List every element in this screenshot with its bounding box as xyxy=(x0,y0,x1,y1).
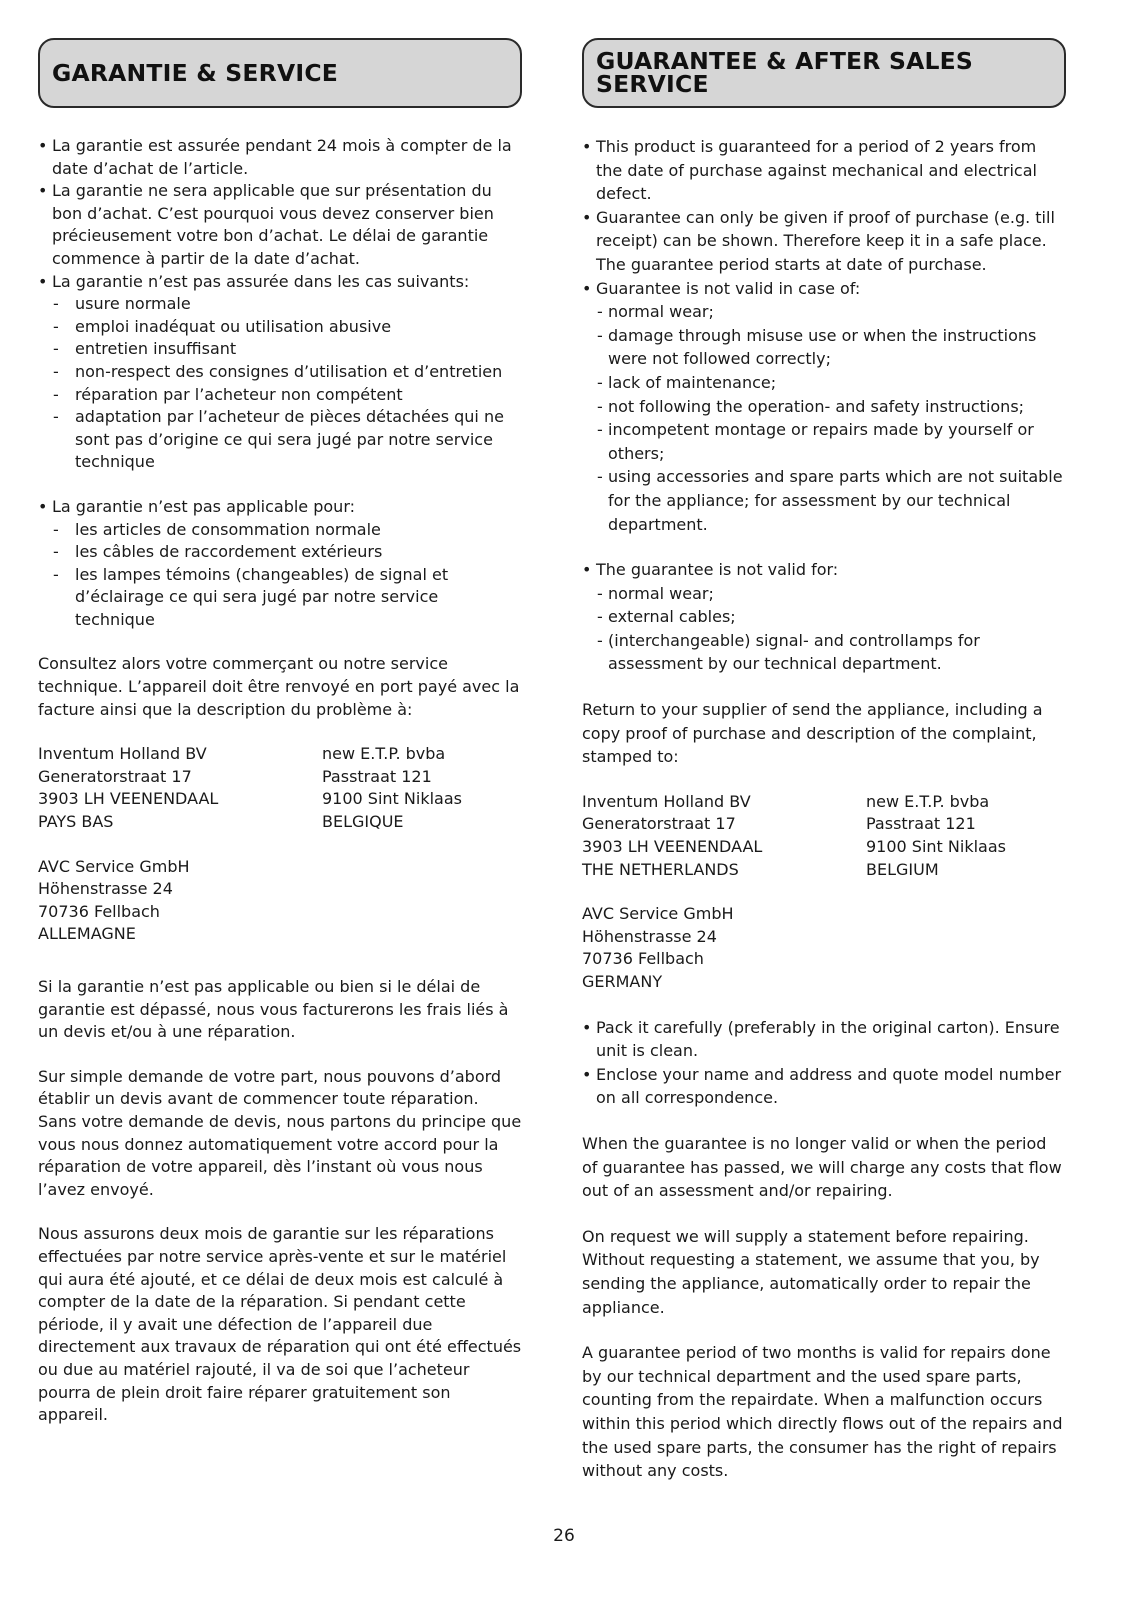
french-not-applicable-list xyxy=(38,496,522,632)
english-not-valid-list xyxy=(582,558,1066,676)
english-paragraph-statement: On request we will supply a statement before repairing. Without requesting a statement, we assume that you, by sending the appliance, automatically order to repair the appliance. xyxy=(582,1226,1040,1317)
english-return-paragraph: Return to your supplier of send the appliance, including a copy proof of purchase and description of the complaint, stamped to: xyxy=(582,700,1043,767)
address-germany: AVC Service GmbH Höhenstrasse 24 70736 Fellbach ALLEMAGNE xyxy=(38,856,190,944)
address-germany: AVC Service GmbH Höhenstrasse 24 70736 Fellbach GERMANY xyxy=(582,904,734,991)
list-item: - adaptation par l’acheteur de pièces détachées qui ne sont pas d’origine ce qui sera jugé par notre service technique xyxy=(53,407,504,472)
list-item: • This product is guaranteed for a period of 2 years from the date of purchase against mechanical and electrical defect. xyxy=(582,137,1037,204)
english-packing-list xyxy=(582,1016,1066,1110)
french-address-block xyxy=(38,743,522,833)
list-item: - (interchangeable) signal- and controllamps for assessment by our technical department. xyxy=(597,630,980,674)
address-netherlands: Inventum Holland BV Generatorstraat 17 3903 LH VEENENDAAL PAYS BAS xyxy=(38,744,219,832)
french-consult-paragraph: Consultez alors votre commerçant ou notre service technique. L’appareil doit être renvoyé en port payé avec la facture ainsi que la description du problème à: xyxy=(38,654,520,719)
list-item: • La garantie n’est pas applicable pour: xyxy=(38,496,355,516)
list-item: • Enclose your name and address and quote model number on all correspondence. xyxy=(582,1064,1062,1108)
list-item: - non-respect des consignes d’utilisation et d’entretien xyxy=(53,361,503,381)
list-item: - les articles de consommation normale xyxy=(53,519,381,539)
french-column xyxy=(38,38,522,1449)
address-belgium: new E.T.P. bvba Passtraat 121 9100 Sint Niklaas BELGIUM xyxy=(866,791,1006,879)
list-item: - usure normale xyxy=(53,294,191,314)
french-section-title: GARANTIE & SERVICE xyxy=(52,58,339,87)
list-item: - external cables; xyxy=(597,607,736,627)
list-item: - not following the operation- and safety instructions; xyxy=(597,396,1025,416)
english-paragraph-repair-guarantee: A guarantee period of two months is valid for repairs done by our technical department and the used spare parts, counting from the repairdate. When a malfunction occurs within this period which directly flows out of the repairs and the used spare parts, the consumer has the right of repairs without any costs. xyxy=(582,1343,1063,1481)
page-number: 26 xyxy=(553,1526,575,1546)
list-item: • Guarantee is not valid in case of: xyxy=(582,278,861,298)
list-item: - damage through misuse use or when the instructions were not followed correctly; xyxy=(597,325,1037,369)
french-warranty-terms xyxy=(38,135,522,293)
list-item: - emploi inadéquat ou utilisation abusive xyxy=(53,316,392,336)
french-section-header xyxy=(38,38,522,108)
address-belgium: new E.T.P. bvba Passtraat 121 9100 Sint Niklaas BELGIQUE xyxy=(322,744,462,832)
english-exclusions-list xyxy=(582,300,1066,536)
french-paragraph-estimate: Sur simple demande de votre part, nous pouvons d’abord établir un devis avant de commencer toute réparation. Sans votre demande de devis, nous partons du principe que vous nous donnez automatiquement votre accord pour la réparation de votre appareil, dès l’instant où vous nous l’avez envoyé. xyxy=(38,1066,522,1199)
address-netherlands: Inventum Holland BV Generatorstraat 17 3903 LH VEENENDAAL THE NETHERLANDS xyxy=(582,791,763,879)
french-exclusions-list xyxy=(38,293,522,474)
list-item: • Guarantee can only be given if proof of purchase (e.g. till receipt) can be shown. Therefore keep it in a safe place. The guarantee period starts at date of purchase. xyxy=(582,207,1055,274)
list-item: - réparation par l’acheteur non compétent xyxy=(53,384,403,404)
list-item: - normal wear; xyxy=(597,302,714,322)
list-item: - entretien insuffisant xyxy=(53,339,237,359)
list-item: • The guarantee is not valid for: xyxy=(582,560,839,580)
list-item: - les lampes témoins (changeables) de signal et d’éclairage ce qui sera jugé par notre service technique xyxy=(53,564,449,629)
list-item: - les câbles de raccordement extérieurs xyxy=(53,542,383,562)
list-item: - incompetent montage or repairs made by yourself or others; xyxy=(597,420,1034,463)
list-item: - lack of maintenance; xyxy=(597,372,777,392)
list-item: • La garantie n’est pas assurée dans les cas suivants: xyxy=(38,271,470,291)
list-item: • Pack it carefully (preferably in the original carton). Ensure unit is clean. xyxy=(582,1017,1060,1061)
list-item: - using accessories and spare parts which are not suitable for the appliance; for assessment by our technical department. xyxy=(597,467,1063,534)
english-paragraph-costs: When the guarantee is no longer valid or when the period of guarantee has passed, we will charge any costs that flow out of an assessment and/or repairing. xyxy=(582,1133,1062,1201)
list-item: • La garantie est assurée pendant 24 mois à compter de la date d’achat de l’article. xyxy=(38,136,512,178)
english-section-title: GUARANTEE & AFTER SALES SERVICE xyxy=(596,47,974,98)
list-item: - normal wear; xyxy=(597,583,714,603)
english-column xyxy=(582,38,1066,1505)
french-paragraph-costs: Si la garantie n’est pas applicable ou bien si le délai de garantie est dépassé, nous vous facturerons les frais liés à un devis et/ou à une réparation. xyxy=(38,977,509,1042)
french-paragraph-repair-guarantee: Nous assurons deux mois de garantie sur les réparations effectuées par notre service après-vente et sur le matériel qui aura été ajouté, et ce délai de deux mois est calculé à compter de la date de la réparation. Si pendant cette période, il y avait une défection de l’appareil due directement aux travaux de réparation qui ont été effectués ou due au matériel rajouté, il va de soi que l’acheteur pourra de plein droit faire réparer gratuitement son appareil. xyxy=(38,1224,522,1425)
english-address-block xyxy=(582,791,1066,881)
english-warranty-terms xyxy=(582,135,1066,300)
english-section-header xyxy=(582,38,1066,108)
list-item: • La garantie ne sera applicable que sur présentation du bon d’achat. C’est pourquoi vous devez conserver bien précieusement votre bon d’achat. Le délai de garantie commence à partir de la date d’achat. xyxy=(38,181,494,268)
